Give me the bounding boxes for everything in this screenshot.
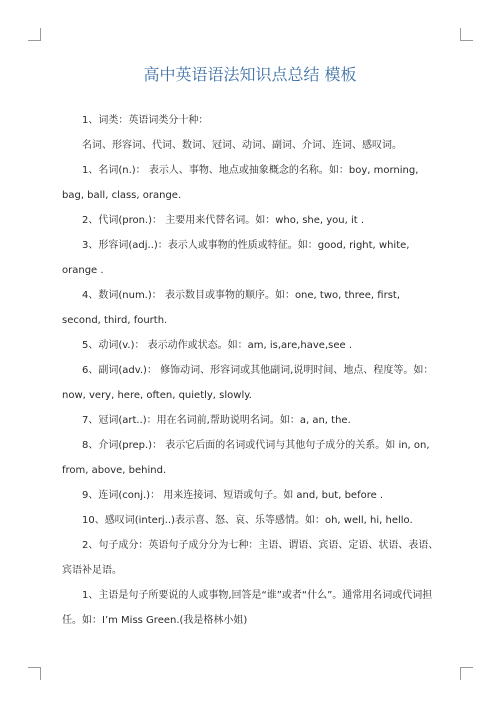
paragraph: 8、介词(prep.)： 表示它后面的名词或代词与其他句子成分的关系。如 in, on, from, above, behind.: [62, 440, 430, 476]
paragraph: 名词、形容词、代词、数词、冠词、动词、副词、介词、连词、感叹词。: [82, 140, 402, 151]
page-title: 高中英语语法知识点总结 模板: [143, 65, 357, 84]
paragraph: 3、形容词(adj..)：表示人或事物的性质或特征。如：good, right, white, orange .: [62, 240, 410, 276]
paragraph: 1、主语是句子所要说的人或事物,回答是“谁”或者“什么”。通常用名词或代词担任。如：I’m Miss Green.(我是格林小姐): [62, 590, 433, 626]
paragraph: 9、连词(conj.)： 用来连接词、短语或句子。如 and, but, before .: [82, 490, 384, 501]
paragraph: 4、数词(num.)： 表示数目或事物的顺序。如：one, two, three, first, second, third, fourth.: [62, 290, 401, 326]
crop-mark-bottom-right: [460, 667, 473, 680]
paragraph: 2、句子成分：英语句子成分分为七种：主语、谓语、宾语、定语、状语、表语、宾语补足语。: [62, 540, 439, 576]
paragraph: 5、动词(v.)： 表示动作或状态。如：am, is,are,have,see .: [82, 340, 352, 351]
crop-mark-top-right: [460, 28, 473, 41]
crop-mark-top-left: [28, 28, 41, 41]
crop-mark-bottom-left: [28, 667, 41, 680]
paragraph: 1、名词(n.)： 表示人、事物、地点或抽象概念的名称。如：boy, morning, bag, ball, class, orange.: [62, 165, 419, 201]
paragraph: 2、代词(pron.)： 主要用来代替名词。如：who, she, you, it .: [82, 215, 365, 226]
paragraph: 10、感叹词(interj..)表示喜、怒、哀、乐等感情。如：oh, well, hi, hello.: [82, 515, 413, 526]
document-body: [62, 108, 440, 633]
paragraph: 1、词类：英语词类分十种：: [82, 115, 209, 126]
paragraph: 7、冠词(art..)：用在名词前,帮助说明名词。如：a, an, the.: [82, 415, 351, 426]
paragraph: 6、副词(adv.)： 修饰动词、形容词或其他副词,说明时间、地点、程度等。如：now, very, here, often, quietly, slowly.: [62, 365, 434, 401]
